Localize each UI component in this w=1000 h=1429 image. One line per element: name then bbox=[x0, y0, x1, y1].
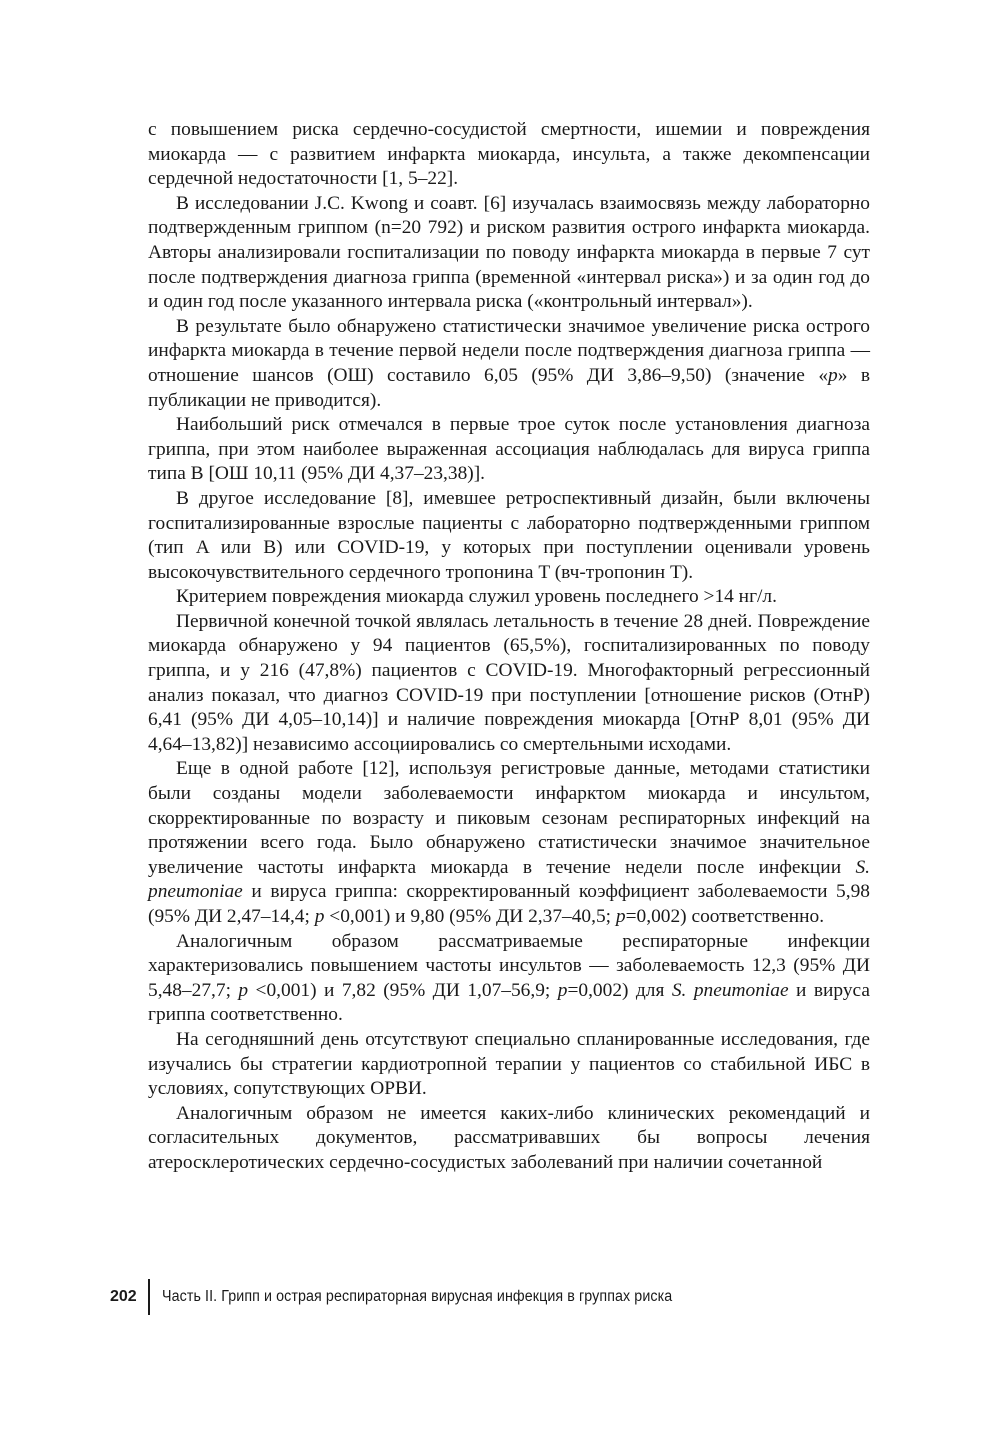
page-footer bbox=[110, 1279, 717, 1315]
paragraph-6: Критерием повреждения миокарда служил уровень последнего >14 нг/л. bbox=[176, 586, 777, 608]
paragraph-8: Еще в одной работе [12], используя регистровые данные, методами статистики были созданы модели заболеваемости инфарктом миокарда и инсультом, скорректированные по возрасту и пиковым сезонам респираторных инфекций на протяжении всего года. Было обнаружено статистически значимое значительное увеличение частоты инфаркта миокарда в течение недели после инфекции S. pneumoniae и вируса гриппа: скорректированный коэффициент заболеваемости 5,98 (95% ДИ 2,47–14,4; p <0,001) и 9,80 (95% ДИ 2,37–40,5; p=0,002) соответственно. bbox=[148, 758, 870, 927]
paragraph-1: с повышением риска сердечно-сосудистой смертности, ишемии и повреждения миокарда — с развитием инфаркта миокарда, инсульта, а также декомпенсации сердечной недостаточности [1, 5–22]. bbox=[148, 119, 870, 190]
running-title: Часть II. Грипп и острая респираторная вирусная инфекция в группах риска bbox=[162, 1288, 673, 1305]
page-number: 202 bbox=[110, 1288, 137, 1305]
paragraph-2: В исследовании J.C. Kwong и соавт. [6] изучалась взаимосвязь между лабораторно подтвержденным гриппом (n=20 792) и риском развития острого инфаркта миокарда. Авторы анализировали госпитализации по поводу инфаркта миокарда в первые 7 сут после подтверждения диагноза гриппа (временной «интервал риска») и за один год до и один год после указанного интервала риска («контрольный интервал»). bbox=[148, 192, 870, 313]
page-body bbox=[148, 118, 870, 1176]
paragraph-3: В результате было обнаружено статистически значимое увеличение риска острого инфаркта миокарда в течение первой недели после подтверждения диагноза гриппа — отношение шансов (ОШ) составило 6,05 (95% ДИ 3,86–9,50) (значение «p» в публикации не приводится). bbox=[148, 315, 871, 411]
paragraph-5: В другое исследование [8], имевшее ретроспективный дизайн, были включены госпитализированные взрослые пациенты с лабораторно подтвержденными гриппом (тип A или B) или COVID-19, у которых при поступлении оценивали уровень высокочувствительного сердечного тропонина T (вч-тропонин T). bbox=[148, 487, 870, 583]
paragraph-4: Наибольший риск отмечался в первые трое суток после установления диагноза гриппа, при этом наиболее выраженная ассоциация наблюдалась для вируса гриппа типа B [ОШ 10,11 (95% ДИ 4,37–23,38)]. bbox=[148, 414, 870, 485]
paragraph-9: Аналогичным образом рассматриваемые респираторные инфекции характеризовались повышением частоты инсультов — заболеваемость 12,3 (95% ДИ 5,48–27,7; p <0,001) и 7,82 (95% ДИ 1,07–56,9; p=0,002) для S. pneumoniae и вируса гриппа соответственно. bbox=[148, 930, 870, 1026]
paragraph-11: Аналогичным образом не имеется каких-либо клинических рекомендаций и согласительных документов, рассматривавших бы вопросы лечения атеросклеротических сердечно-сосудистых заболеваний при наличии сочетанной bbox=[148, 1102, 870, 1173]
paragraph-10: На сегодняшний день отсутствуют специально спланированные исследования, где изучались бы стратегии кардиотропной терапии у пациентов со стабильной ИБС в условиях, сопутствующих ОРВИ. bbox=[148, 1028, 870, 1100]
paragraph-7: Первичной конечной точкой являлась летальность в течение 28 дней. Повреждение миокарда обнаружено у 94 пациентов (65,5%), госпитализированных по поводу гриппа, и у 216 (47,8%) пациентов с COVID-19. Многофакторный регрессионный анализ показал, что диагноз COVID-19 при поступлении [отношение рисков (ОтнР) 6,41 (95% ДИ 4,05–10,14)] и наличие повреждения миокарда [ОтнР 8,01 (95% ДИ 4,64–13,82)] независимо ассоциировались со смертельными исходами. bbox=[148, 610, 870, 755]
footer-divider bbox=[148, 1279, 150, 1315]
